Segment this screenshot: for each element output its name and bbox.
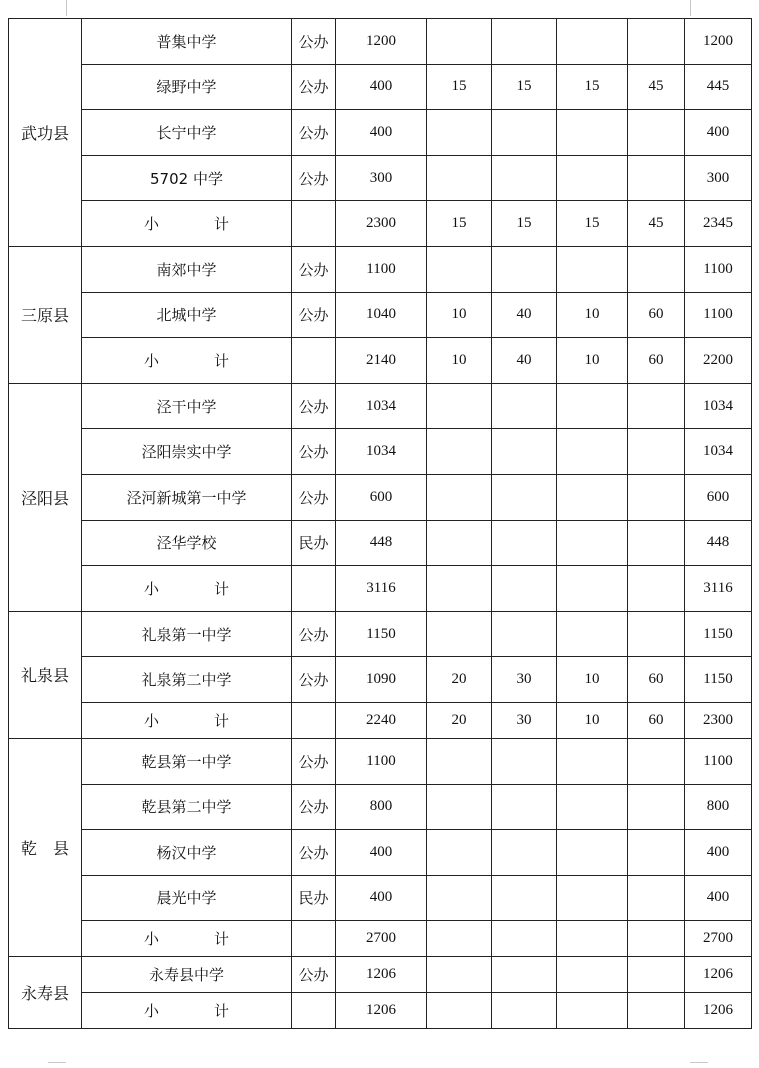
total-count-cell: 1206 xyxy=(685,957,752,993)
school-name-cell: 乾县第二中学 xyxy=(82,784,292,830)
extra-count-4-cell xyxy=(628,474,685,520)
school-name-cell: 礼泉第一中学 xyxy=(82,611,292,657)
subtotal-extra-count-4-cell xyxy=(628,993,685,1029)
extra-count-1-cell xyxy=(427,383,492,429)
extra-count-3-cell xyxy=(557,155,628,201)
base-count-cell: 1034 xyxy=(336,383,427,429)
extra-count-2-cell: 15 xyxy=(492,64,557,110)
extra-count-4-cell xyxy=(628,520,685,566)
extra-count-4-cell xyxy=(628,155,685,201)
total-count-cell: 400 xyxy=(685,830,752,876)
extra-count-2-cell xyxy=(492,155,557,201)
county-name-cell: 武功县 xyxy=(9,19,82,247)
school-name-cell: 北城中学 xyxy=(82,292,292,338)
subtotal-extra-count-3-cell xyxy=(557,993,628,1029)
total-count-cell: 445 xyxy=(685,64,752,110)
base-count-cell: 1034 xyxy=(336,429,427,475)
school-type-cell: 公办 xyxy=(292,738,336,784)
subtotal-extra-count-3-cell xyxy=(557,921,628,957)
extra-count-2-cell xyxy=(492,784,557,830)
extra-count-2-cell xyxy=(492,474,557,520)
county-name-cell: 永寿县 xyxy=(9,957,82,1029)
extra-count-1-cell xyxy=(427,875,492,921)
school-type-cell: 公办 xyxy=(292,474,336,520)
base-count-cell: 400 xyxy=(336,64,427,110)
extra-count-3-cell xyxy=(557,611,628,657)
table-row xyxy=(9,246,752,292)
school-type-cell: 公办 xyxy=(292,957,336,993)
base-count-cell: 600 xyxy=(336,474,427,520)
extra-count-2-cell xyxy=(492,520,557,566)
subtotal-row xyxy=(9,338,752,384)
school-type-cell: 公办 xyxy=(292,64,336,110)
school-type-cell xyxy=(292,993,336,1029)
subtotal-row xyxy=(9,993,752,1029)
school-type-cell xyxy=(292,338,336,384)
extra-count-1-cell xyxy=(427,520,492,566)
table-row xyxy=(9,474,752,520)
extra-count-2-cell xyxy=(492,875,557,921)
school-name-cell: 杨汉中学 xyxy=(82,830,292,876)
table-row xyxy=(9,292,752,338)
subtotal-label-cell: 小 计 xyxy=(82,566,292,612)
school-name-cell: 乾县第一中学 xyxy=(82,738,292,784)
school-name-cell: 礼泉第二中学 xyxy=(82,657,292,703)
subtotal-row xyxy=(9,201,752,247)
subtotal-extra-count-3-cell: 10 xyxy=(557,702,628,738)
subtotal-extra-count-1-cell: 10 xyxy=(427,338,492,384)
subtotal-extra-count-4-cell xyxy=(628,566,685,612)
school-name-cell: 泾阳崇实中学 xyxy=(82,429,292,475)
base-count-cell: 1150 xyxy=(336,611,427,657)
extra-count-3-cell xyxy=(557,830,628,876)
extra-count-4-cell xyxy=(628,246,685,292)
extra-count-4-cell xyxy=(628,110,685,156)
total-count-cell: 1150 xyxy=(685,611,752,657)
extra-count-4-cell xyxy=(628,830,685,876)
total-count-cell: 1150 xyxy=(685,657,752,703)
county-name-cell: 泾阳县 xyxy=(9,383,82,611)
extra-count-1-cell: 20 xyxy=(427,657,492,703)
extra-count-3-cell xyxy=(557,19,628,65)
school-name-cell: 普集中学 xyxy=(82,19,292,65)
school-type-cell: 公办 xyxy=(292,155,336,201)
table-row xyxy=(9,657,752,703)
school-name-cell: 5702 中学 xyxy=(82,155,292,201)
county-name-cell: 乾 县 xyxy=(9,738,82,956)
subtotal-extra-count-2-cell xyxy=(492,566,557,612)
extra-count-3-cell xyxy=(557,246,628,292)
table-body xyxy=(9,19,752,1029)
extra-count-1-cell xyxy=(427,611,492,657)
extra-count-1-cell xyxy=(427,957,492,993)
table-row xyxy=(9,738,752,784)
extra-count-4-cell xyxy=(628,875,685,921)
extra-count-4-cell: 60 xyxy=(628,292,685,338)
subtotal-label-cell: 小 计 xyxy=(82,338,292,384)
base-count-cell: 800 xyxy=(336,784,427,830)
total-count-cell: 600 xyxy=(685,474,752,520)
extra-count-1-cell: 10 xyxy=(427,292,492,338)
subtotal-extra-count-3-cell xyxy=(557,566,628,612)
page-corner-mark-top-right xyxy=(690,0,691,16)
subtotal-base-count-cell: 2240 xyxy=(336,702,427,738)
base-count-cell: 400 xyxy=(336,875,427,921)
county-name-cell: 礼泉县 xyxy=(9,611,82,738)
subtotal-extra-count-3-cell: 15 xyxy=(557,201,628,247)
base-count-cell: 1040 xyxy=(336,292,427,338)
total-count-cell: 400 xyxy=(685,875,752,921)
subtotal-extra-count-2-cell xyxy=(492,993,557,1029)
total-count-cell: 1200 xyxy=(685,19,752,65)
school-name-cell: 长宁中学 xyxy=(82,110,292,156)
table-row xyxy=(9,64,752,110)
subtotal-extra-count-4-cell: 45 xyxy=(628,201,685,247)
subtotal-extra-count-4-cell xyxy=(628,921,685,957)
extra-count-2-cell: 40 xyxy=(492,292,557,338)
base-count-cell: 1100 xyxy=(336,246,427,292)
subtotal-extra-count-2-cell: 40 xyxy=(492,338,557,384)
extra-count-3-cell: 10 xyxy=(557,292,628,338)
subtotal-extra-count-2-cell: 15 xyxy=(492,201,557,247)
extra-count-3-cell xyxy=(557,110,628,156)
school-name-cell: 晨光中学 xyxy=(82,875,292,921)
subtotal-extra-count-1-cell: 15 xyxy=(427,201,492,247)
extra-count-1-cell xyxy=(427,429,492,475)
total-count-cell: 400 xyxy=(685,110,752,156)
school-name-cell: 泾河新城第一中学 xyxy=(82,474,292,520)
subtotal-extra-count-1-cell xyxy=(427,921,492,957)
school-name-cell: 泾华学校 xyxy=(82,520,292,566)
extra-count-2-cell xyxy=(492,429,557,475)
extra-count-1-cell: 15 xyxy=(427,64,492,110)
extra-count-3-cell xyxy=(557,474,628,520)
enrollment-table xyxy=(8,18,752,1029)
subtotal-base-count-cell: 3116 xyxy=(336,566,427,612)
extra-count-2-cell xyxy=(492,611,557,657)
table-row xyxy=(9,429,752,475)
school-name-cell: 永寿县中学 xyxy=(82,957,292,993)
school-name-cell: 南郊中学 xyxy=(82,246,292,292)
school-type-cell: 公办 xyxy=(292,429,336,475)
school-type-cell xyxy=(292,566,336,612)
extra-count-4-cell xyxy=(628,429,685,475)
table-row xyxy=(9,110,752,156)
table-row xyxy=(9,830,752,876)
page-corner-mark-top-left xyxy=(66,0,67,16)
school-name-cell: 泾干中学 xyxy=(82,383,292,429)
extra-count-3-cell xyxy=(557,383,628,429)
subtotal-row xyxy=(9,702,752,738)
extra-count-2-cell xyxy=(492,957,557,993)
extra-count-4-cell xyxy=(628,383,685,429)
subtotal-total-count-cell: 2700 xyxy=(685,921,752,957)
base-count-cell: 1206 xyxy=(336,957,427,993)
base-count-cell: 1090 xyxy=(336,657,427,703)
school-type-cell: 公办 xyxy=(292,383,336,429)
table-row xyxy=(9,784,752,830)
subtotal-row xyxy=(9,921,752,957)
extra-count-1-cell xyxy=(427,738,492,784)
extra-count-1-cell xyxy=(427,19,492,65)
subtotal-extra-count-1-cell xyxy=(427,993,492,1029)
subtotal-total-count-cell: 2345 xyxy=(685,201,752,247)
table-row xyxy=(9,611,752,657)
extra-count-1-cell xyxy=(427,155,492,201)
table-row xyxy=(9,19,752,65)
extra-count-2-cell: 30 xyxy=(492,657,557,703)
base-count-cell: 300 xyxy=(336,155,427,201)
table-row xyxy=(9,957,752,993)
extra-count-4-cell xyxy=(628,19,685,65)
table-row xyxy=(9,520,752,566)
extra-count-2-cell xyxy=(492,19,557,65)
table-row xyxy=(9,875,752,921)
subtotal-extra-count-2-cell xyxy=(492,921,557,957)
base-count-cell: 448 xyxy=(336,520,427,566)
subtotal-total-count-cell: 2300 xyxy=(685,702,752,738)
table-row xyxy=(9,383,752,429)
total-count-cell: 800 xyxy=(685,784,752,830)
subtotal-extra-count-4-cell: 60 xyxy=(628,338,685,384)
total-count-cell: 448 xyxy=(685,520,752,566)
subtotal-extra-count-1-cell: 20 xyxy=(427,702,492,738)
subtotal-extra-count-2-cell: 30 xyxy=(492,702,557,738)
extra-count-3-cell xyxy=(557,784,628,830)
extra-count-4-cell: 45 xyxy=(628,64,685,110)
school-type-cell: 公办 xyxy=(292,784,336,830)
subtotal-extra-count-3-cell: 10 xyxy=(557,338,628,384)
extra-count-1-cell xyxy=(427,830,492,876)
base-count-cell: 1100 xyxy=(336,738,427,784)
school-type-cell: 公办 xyxy=(292,611,336,657)
base-count-cell: 400 xyxy=(336,110,427,156)
school-type-cell: 公办 xyxy=(292,292,336,338)
extra-count-3-cell xyxy=(557,875,628,921)
extra-count-4-cell xyxy=(628,611,685,657)
extra-count-1-cell xyxy=(427,784,492,830)
total-count-cell: 1100 xyxy=(685,738,752,784)
school-type-cell: 公办 xyxy=(292,246,336,292)
subtotal-label-cell: 小 计 xyxy=(82,921,292,957)
total-count-cell: 300 xyxy=(685,155,752,201)
total-count-cell: 1100 xyxy=(685,292,752,338)
school-type-cell xyxy=(292,702,336,738)
extra-count-2-cell xyxy=(492,246,557,292)
page-corner-mark-bottom-left xyxy=(48,1062,66,1063)
total-count-cell: 1034 xyxy=(685,429,752,475)
extra-count-3-cell xyxy=(557,738,628,784)
school-type-cell: 公办 xyxy=(292,19,336,65)
page-corner-mark-bottom-right xyxy=(690,1062,708,1063)
subtotal-label-cell: 小 计 xyxy=(82,201,292,247)
base-count-cell: 400 xyxy=(336,830,427,876)
extra-count-4-cell xyxy=(628,957,685,993)
base-count-cell: 1200 xyxy=(336,19,427,65)
school-name-cell: 绿野中学 xyxy=(82,64,292,110)
extra-count-1-cell xyxy=(427,110,492,156)
extra-count-4-cell xyxy=(628,784,685,830)
subtotal-total-count-cell: 1206 xyxy=(685,993,752,1029)
subtotal-base-count-cell: 2700 xyxy=(336,921,427,957)
county-name-cell: 三原县 xyxy=(9,246,82,383)
extra-count-2-cell xyxy=(492,830,557,876)
extra-count-2-cell xyxy=(492,110,557,156)
subtotal-total-count-cell: 3116 xyxy=(685,566,752,612)
extra-count-4-cell: 60 xyxy=(628,657,685,703)
school-type-cell: 公办 xyxy=(292,110,336,156)
school-type-cell xyxy=(292,921,336,957)
subtotal-label-cell: 小 计 xyxy=(82,993,292,1029)
table-row xyxy=(9,155,752,201)
extra-count-3-cell xyxy=(557,429,628,475)
subtotal-label-cell: 小 计 xyxy=(82,702,292,738)
extra-count-1-cell xyxy=(427,474,492,520)
subtotal-extra-count-4-cell: 60 xyxy=(628,702,685,738)
school-type-cell xyxy=(292,201,336,247)
subtotal-base-count-cell: 2300 xyxy=(336,201,427,247)
subtotal-row xyxy=(9,566,752,612)
school-type-cell: 公办 xyxy=(292,657,336,703)
total-count-cell: 1034 xyxy=(685,383,752,429)
school-type-cell: 民办 xyxy=(292,875,336,921)
subtotal-base-count-cell: 2140 xyxy=(336,338,427,384)
subtotal-total-count-cell: 2200 xyxy=(685,338,752,384)
extra-count-3-cell: 15 xyxy=(557,64,628,110)
subtotal-extra-count-1-cell xyxy=(427,566,492,612)
extra-count-2-cell xyxy=(492,383,557,429)
extra-count-3-cell: 10 xyxy=(557,657,628,703)
extra-count-3-cell xyxy=(557,520,628,566)
total-count-cell: 1100 xyxy=(685,246,752,292)
school-type-cell: 民办 xyxy=(292,520,336,566)
extra-count-1-cell xyxy=(427,246,492,292)
school-type-cell: 公办 xyxy=(292,830,336,876)
subtotal-base-count-cell: 1206 xyxy=(336,993,427,1029)
extra-count-2-cell xyxy=(492,738,557,784)
extra-count-4-cell xyxy=(628,738,685,784)
extra-count-3-cell xyxy=(557,957,628,993)
